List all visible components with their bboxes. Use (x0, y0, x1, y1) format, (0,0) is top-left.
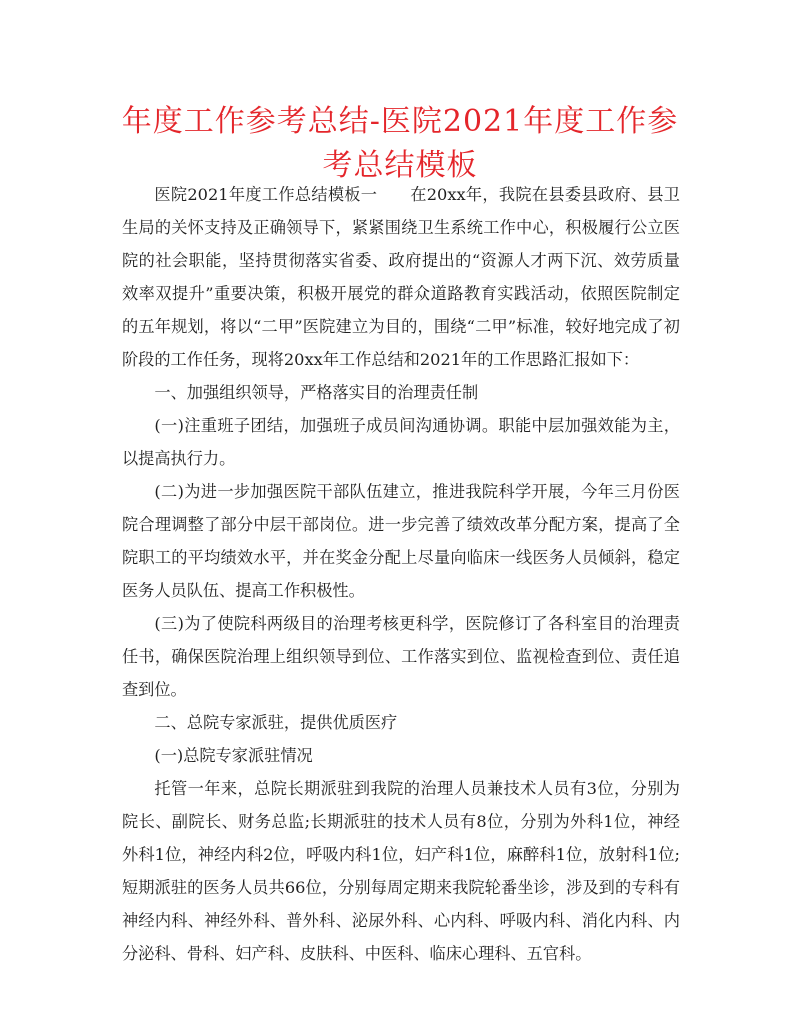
document-body (122, 178, 680, 970)
paragraph-1-1: (一)注重班子团结，加强班子成员间沟通协调。职能中层加强效能为主，以提高执行力。 (122, 416, 680, 468)
subheading-2-1: (一)总院专家派驻情况 (154, 746, 313, 765)
paragraph-intro: 医院2021年度工作总结模板一 在20xx年，我院在县委县政府、县卫生局的关怀支持及正确领导下，紧紧围绕卫生系统工作中心，积极履行公立医院的社会职能，坚持贯彻落实省委、政府提出的“资源人才两下沉、效劳质量效率双提升”重要决策，积极开展党的群众道路教育实践活动，依照医院制定的五年规划，将以“二甲”医院建立为目的，围绕“二甲”标准，较好地完成了初阶段的工作任务，现将20xx年工作总结和2021年的工作思路汇报如下： (122, 185, 680, 369)
paragraph-1-2: (二)为进一步加强医院干部队伍建立，推进我院科学开展，今年三月份医院合理调整了部分中层干部岗位。进一步完善了绩效改革分配方案，提高了全院职工的平均绩效水平，并在奖金分配上尽量向临床一线医务人员倾斜，稳定医务人员队伍、提高工作积极性。 (122, 482, 680, 600)
section-heading-2: 二、总院专家派驻，提供优质医疗 (154, 713, 398, 732)
paragraph-2-1: 托管一年来，总院长期派驻到我院的治理人员兼技术人员有3位，分别为院长、副院长、财务总监;长期派驻的技术人员有8位，分别为外科1位，神经外科1位，神经内科2位，呼吸内科1位，妇产科1位，麻醉科1位，放射科1位;短期派驻的医务人员共66位，分别每周定期来我院轮番坐诊，涉及到的专科有神经内科、神经外科、普外科、泌尿外科、心内科、呼吸内科、消化内科、内分泌科、骨科、妇产科、皮肤科、中医科、临床心理科、五官科。 (122, 779, 680, 963)
section-heading-1: 一、加强组织领导，严格落实目的治理责任制 (154, 383, 479, 402)
paragraph-1-3: (三)为了使院科两级目的治理考核更科学，医院修订了各科室目的治理责任书，确保医院治理上组织领导到位、工作落实到位、监视检查到位、责任追查到位。 (122, 614, 680, 699)
document-title: 年度工作参考总结-医院2021年度工作参考总结模板 (121, 104, 679, 183)
